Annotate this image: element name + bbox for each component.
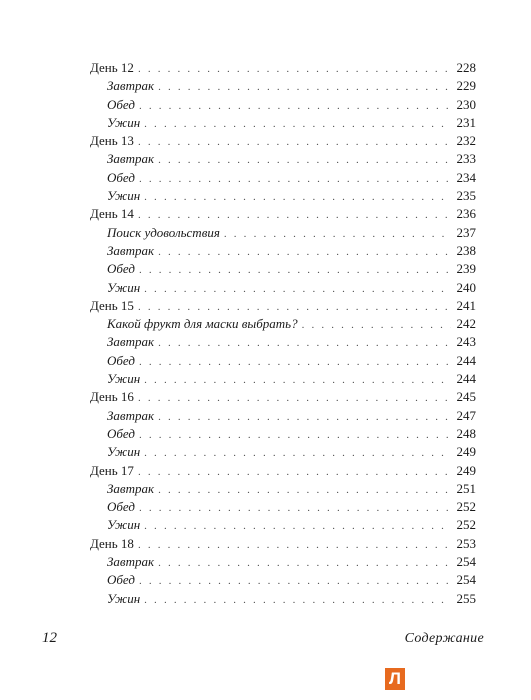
dot-leader — [144, 188, 451, 206]
toc-entry-label: Ужин — [107, 590, 141, 606]
toc-subentry — [90, 77, 476, 95]
dot-leader — [144, 280, 451, 298]
toc-entry-label: Обед — [107, 96, 135, 112]
toc-entry-page: 251 — [456, 480, 476, 496]
toc-entry-page: 228 — [456, 60, 476, 75]
dot-leader — [139, 97, 451, 115]
toc-entry-label: Ужин — [107, 517, 141, 533]
toc-entry-label: Обед — [107, 572, 135, 588]
toc-entry-page: 240 — [456, 279, 476, 295]
toc-entry-page: 254 — [456, 572, 476, 588]
toc-subentry — [90, 242, 476, 260]
toc-entry-label: Завтрак — [107, 554, 155, 570]
toc-entry-page: 242 — [456, 316, 476, 332]
toc-entry — [90, 297, 476, 315]
toc-entry-page: 249 — [456, 462, 476, 478]
toc-entry-label: Завтрак — [107, 334, 155, 350]
toc-entry-page: 254 — [456, 554, 476, 570]
toc-subentry — [90, 150, 476, 168]
dot-leader — [158, 151, 451, 169]
toc-entry-label: Завтрак — [107, 78, 155, 94]
toc-entry-label: Поиск удовольствия — [107, 224, 220, 240]
toc-entry-label: Ужин — [107, 279, 141, 295]
toc-entry-label: День 15 — [90, 297, 134, 313]
toc-subentry — [90, 498, 476, 516]
toc-entry-page: 255 — [456, 590, 476, 606]
toc-entry-page: 232 — [456, 133, 476, 149]
toc-entry-page: 233 — [456, 151, 476, 167]
running-footer-section: Содержание — [404, 631, 484, 646]
toc-subentry — [90, 114, 476, 132]
toc-entry-label: Обед — [107, 169, 135, 185]
toc-entry-page: 235 — [456, 188, 476, 204]
dot-leader — [158, 78, 451, 96]
toc-entry-label: Обед — [107, 261, 135, 277]
toc-entry-label: Ужин — [107, 444, 141, 460]
dot-leader — [144, 517, 451, 535]
toc-entry-page: 248 — [456, 425, 476, 441]
toc-entry-label: Обед — [107, 499, 135, 515]
toc-entry — [90, 462, 476, 480]
publisher-logo: Л — [385, 668, 405, 690]
toc-entry — [90, 535, 476, 553]
toc-subentry — [90, 571, 476, 589]
toc-entry-label: Ужин — [107, 114, 141, 130]
toc-entry-page: 231 — [456, 114, 476, 130]
toc-entry-page: 249 — [456, 444, 476, 460]
dot-leader — [224, 225, 451, 243]
dot-leader — [158, 554, 451, 572]
toc-entry-page: 244 — [456, 371, 476, 387]
toc-entry-page: 237 — [456, 224, 476, 240]
toc-entry-page: 253 — [456, 535, 476, 551]
toc-entry-page: 236 — [456, 206, 476, 222]
toc-subentry — [90, 169, 476, 187]
toc-entry-page: 252 — [456, 499, 476, 515]
dot-leader — [144, 591, 451, 609]
dot-leader — [144, 444, 451, 462]
dot-leader — [144, 371, 451, 389]
dot-leader — [144, 115, 451, 133]
toc-subentry — [90, 333, 476, 351]
toc-subentry — [90, 480, 476, 498]
toc-entry-page: 245 — [456, 389, 476, 405]
toc-entry-label: День 17 — [90, 462, 134, 478]
toc-entry — [90, 388, 476, 406]
toc-subentry — [90, 187, 476, 205]
dot-leader — [139, 572, 451, 590]
toc-subentry — [90, 590, 476, 608]
dot-leader — [138, 389, 451, 407]
toc-entry-label: Завтрак — [107, 480, 155, 496]
toc-entry-label: День 18 — [90, 535, 134, 551]
toc-entry-page: 238 — [456, 242, 476, 258]
dot-leader — [138, 206, 451, 224]
toc-entry-label: День 14 — [90, 206, 134, 222]
dot-leader — [139, 170, 451, 188]
toc-entry-label: Завтрак — [107, 407, 155, 423]
toc-subentry — [90, 516, 476, 534]
toc-subentry — [90, 443, 476, 461]
toc-subentry — [90, 425, 476, 443]
toc-entry-page: 234 — [456, 169, 476, 185]
toc-entry-label: День 13 — [90, 133, 134, 149]
toc-entry-label: Обед — [107, 425, 135, 441]
toc-subentry — [90, 224, 476, 242]
toc-entry — [90, 132, 476, 150]
dot-leader — [138, 133, 451, 151]
toc-entry — [90, 205, 476, 223]
toc-subentry — [90, 279, 476, 297]
toc-entry-label: Ужин — [107, 371, 141, 387]
toc-entry-label: День 12 — [90, 60, 134, 75]
dot-leader — [158, 334, 451, 352]
toc-entry-page: 239 — [456, 261, 476, 277]
toc-subentry — [90, 407, 476, 425]
dot-leader — [139, 499, 451, 517]
dot-leader — [138, 463, 451, 481]
dot-leader — [138, 536, 451, 554]
toc-entry-page: 230 — [456, 96, 476, 112]
dot-leader — [302, 316, 451, 334]
dot-leader — [158, 243, 451, 261]
toc-entry — [90, 59, 476, 77]
toc-subentry — [90, 96, 476, 114]
dot-leader — [158, 408, 451, 426]
dot-leader — [139, 353, 451, 371]
toc-subentry — [90, 370, 476, 388]
toc-entry-page: 241 — [456, 297, 476, 313]
toc-subentry — [90, 260, 476, 278]
dot-leader — [139, 261, 451, 279]
toc-entry-page: 229 — [456, 78, 476, 94]
page-number: 12 — [42, 630, 57, 646]
toc-subentry — [90, 315, 476, 333]
toc-subentry — [90, 352, 476, 370]
toc-entry-label: Ужин — [107, 188, 141, 204]
toc-entry-page: 252 — [456, 517, 476, 533]
dot-leader — [158, 481, 451, 499]
toc-entry-label: Какой фрукт для маски выбрать? — [107, 316, 298, 332]
toc-subentry — [90, 553, 476, 571]
toc-entry-page: 244 — [456, 352, 476, 368]
dot-leader — [138, 60, 451, 78]
toc-entry-page: 243 — [456, 334, 476, 350]
table-of-contents — [90, 59, 476, 608]
toc-entry-label: Завтрак — [107, 151, 155, 167]
toc-entry-label: Обед — [107, 352, 135, 368]
toc-entry-page: 247 — [456, 407, 476, 423]
dot-leader — [138, 298, 451, 316]
dot-leader — [139, 426, 451, 444]
toc-entry-label: День 16 — [90, 389, 134, 405]
toc-entry-label: Завтрак — [107, 242, 155, 258]
